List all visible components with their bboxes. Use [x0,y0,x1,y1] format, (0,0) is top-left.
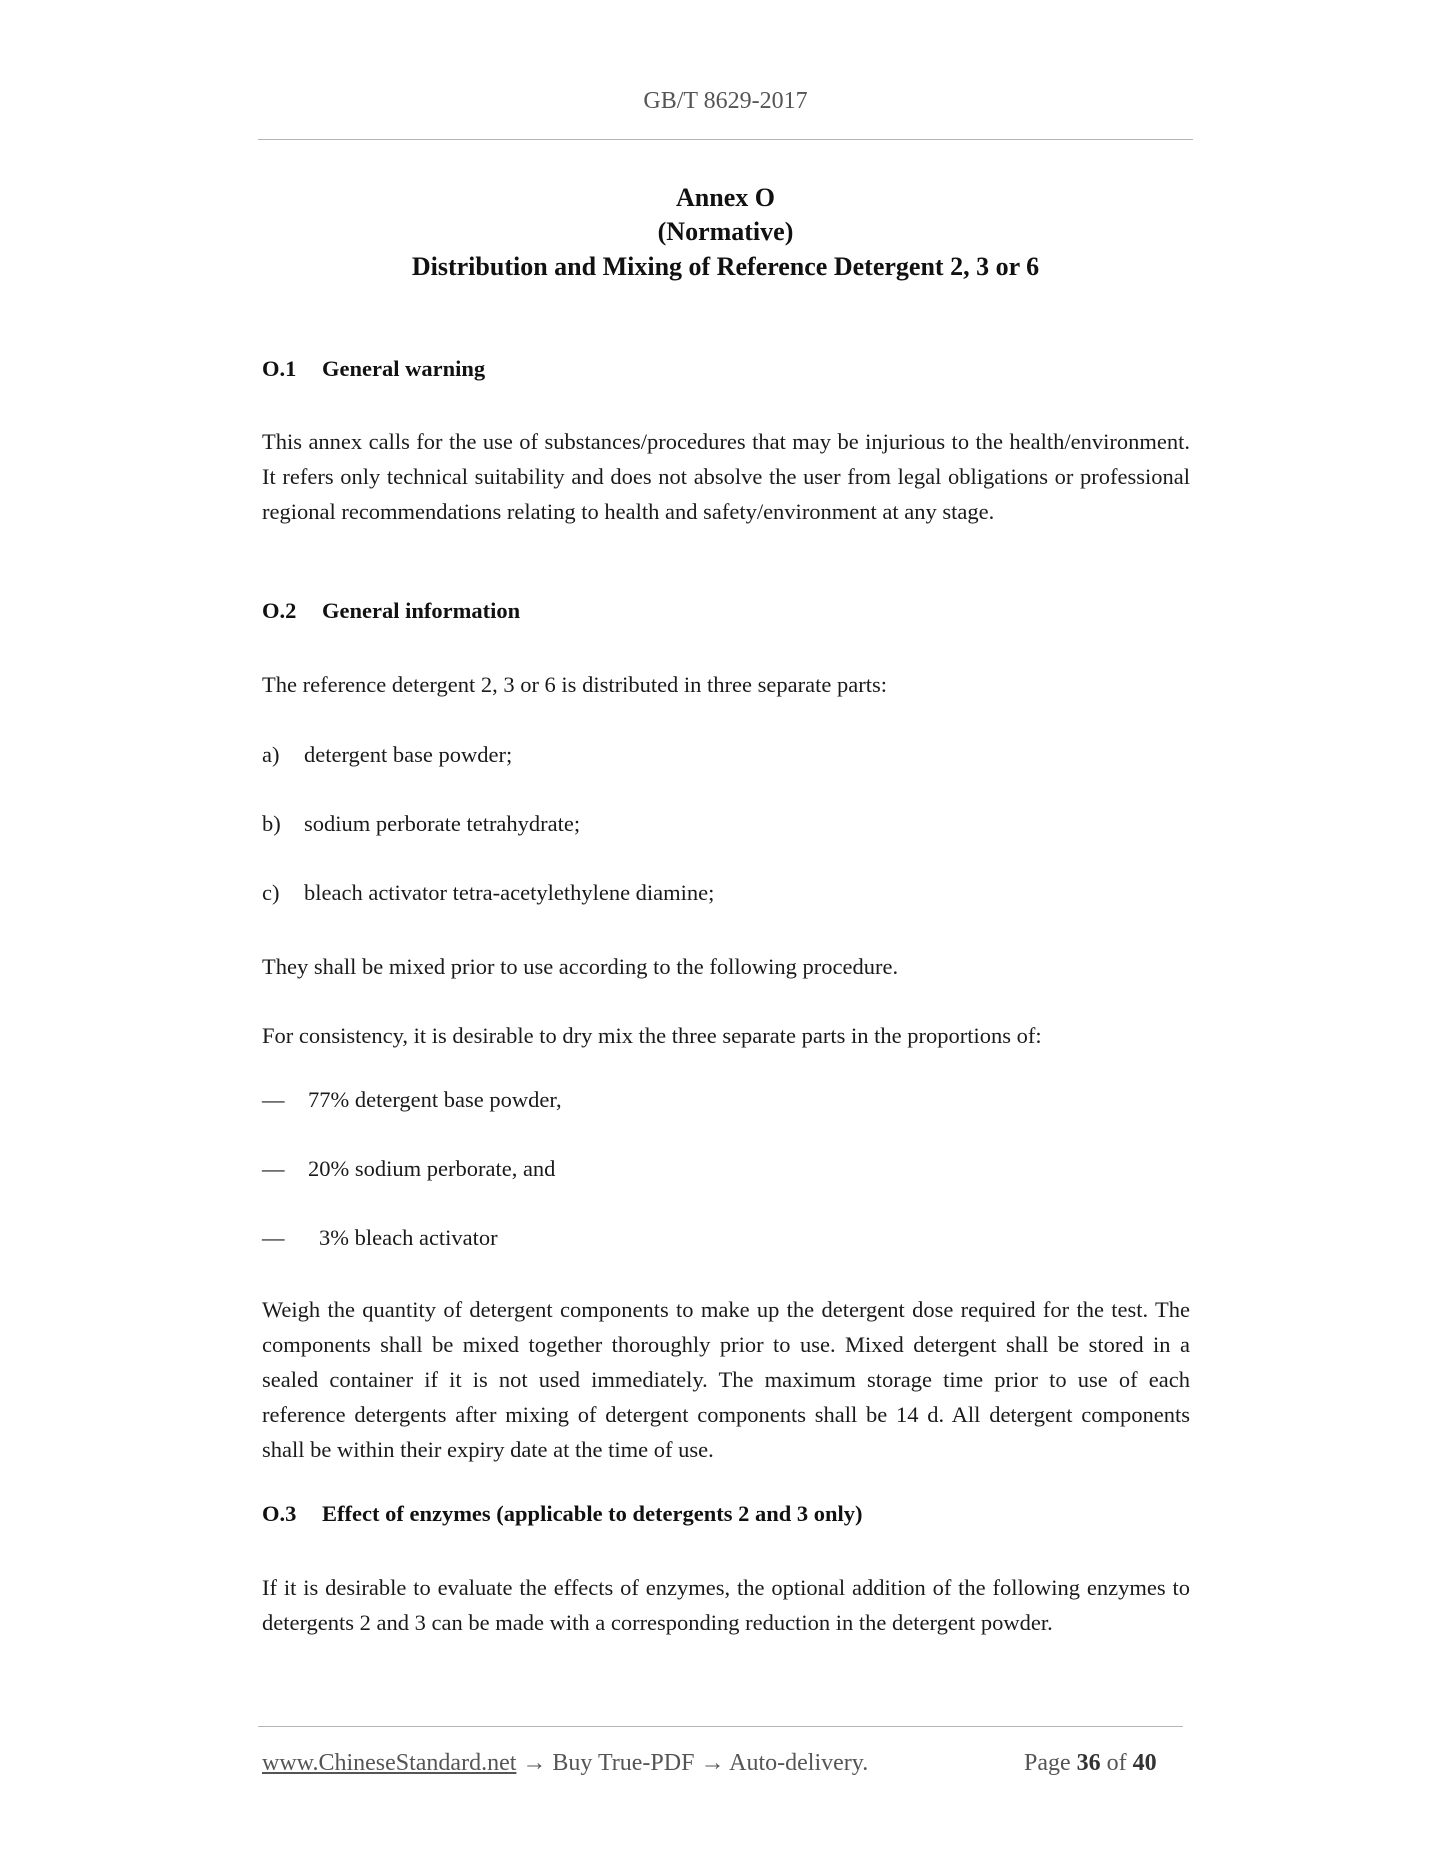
list-item [262,811,580,837]
total-pages: 40 [1132,1750,1157,1776]
buy-text: Buy True-PDF [552,1750,695,1776]
list-text: 77% detergent base powder, [308,1087,562,1112]
list-item [262,1225,498,1251]
list-text: sodium perborate tetrahydrate; [304,811,581,836]
list-marker: c) [262,880,280,905]
website-link[interactable]: www.ChineseStandard.net [262,1750,517,1776]
list-marker: a) [262,742,280,767]
list-item [262,742,512,768]
section-title: General information [322,598,521,623]
section-number: O.3 [262,1501,297,1526]
section-number: O.2 [262,598,297,623]
of-label: of [1106,1750,1127,1776]
list-text: bleach activator tetra-acetylethylene diamine; [304,880,715,905]
enzymes-text: If it is desirable to evaluate the effects of enzymes, the optional addition of the following enzymes to detergents 2 and 3 can be made with a corresponding reduction in the detergent powder. [262,1575,1190,1635]
section-number: O.1 [262,356,297,381]
section-title: Effect of enzymes (applicable to detergents 2 and 3 only) [322,1501,863,1526]
mix-procedure-text: They shall be mixed prior to use according to the following procedure. [262,954,899,979]
proportion-intro: For consistency, it is desirable to dry mix the three separate parts in the proportions of: [262,1023,1042,1048]
document-header: GB/T 8629-2017 [643,88,808,114]
section-heading-o1 [262,356,485,382]
page-label: Page [1024,1750,1071,1776]
general-information-intro: The reference detergent 2, 3 or 6 is distributed in three separate parts: [262,672,887,697]
arrow-right-icon: → [700,1750,725,1776]
dash-marker: — [262,1087,285,1112]
section-heading-o3 [262,1501,863,1527]
list-text: 3% bleach activator [319,1225,498,1250]
section-heading-o2 [262,598,520,624]
weigh-procedure-text: Weigh the quantity of detergent components to make up the detergent dose required for the test. The components shall be mixed together thoroughly prior to use. Mixed detergent shall be stored in a sealed container if it is not used immediately. The maximum storage time prior to use of each reference detergents after mixing of detergent components shall be 14 d. All detergent components shall be within their expiry date at the time of use. [262,1297,1190,1462]
list-text: detergent base powder; [304,742,513,767]
list-item [262,1087,562,1113]
dash-marker: — [262,1156,285,1181]
dash-marker: — [262,1225,285,1250]
list-item [262,1156,555,1182]
footer-divider [258,1726,1183,1727]
list-item [262,880,714,906]
annex-title: Annex O [676,183,775,212]
current-page: 36 [1076,1750,1101,1776]
annex-type: (Normative) [657,217,794,246]
page-number [1024,1750,1157,1777]
delivery-text: Auto-delivery. [729,1750,869,1776]
general-warning-text: This annex calls for the use of substances/procedures that may be injurious to the health/environment. It refers only technical suitability and does not absolve the user from legal obligations or professional regional recommendations relating to health and safety/environment at any stage. [262,429,1190,524]
list-marker: b) [262,811,281,836]
annex-subtitle: Distribution and Mixing of Reference Detergent 2, 3 or 6 [411,252,1040,281]
section-title: General warning [322,356,486,381]
arrow-right-icon: → [522,1750,547,1776]
header-divider [258,139,1193,140]
footer-promo [262,1750,868,1777]
list-text: 20% sodium perborate, and [308,1156,556,1181]
